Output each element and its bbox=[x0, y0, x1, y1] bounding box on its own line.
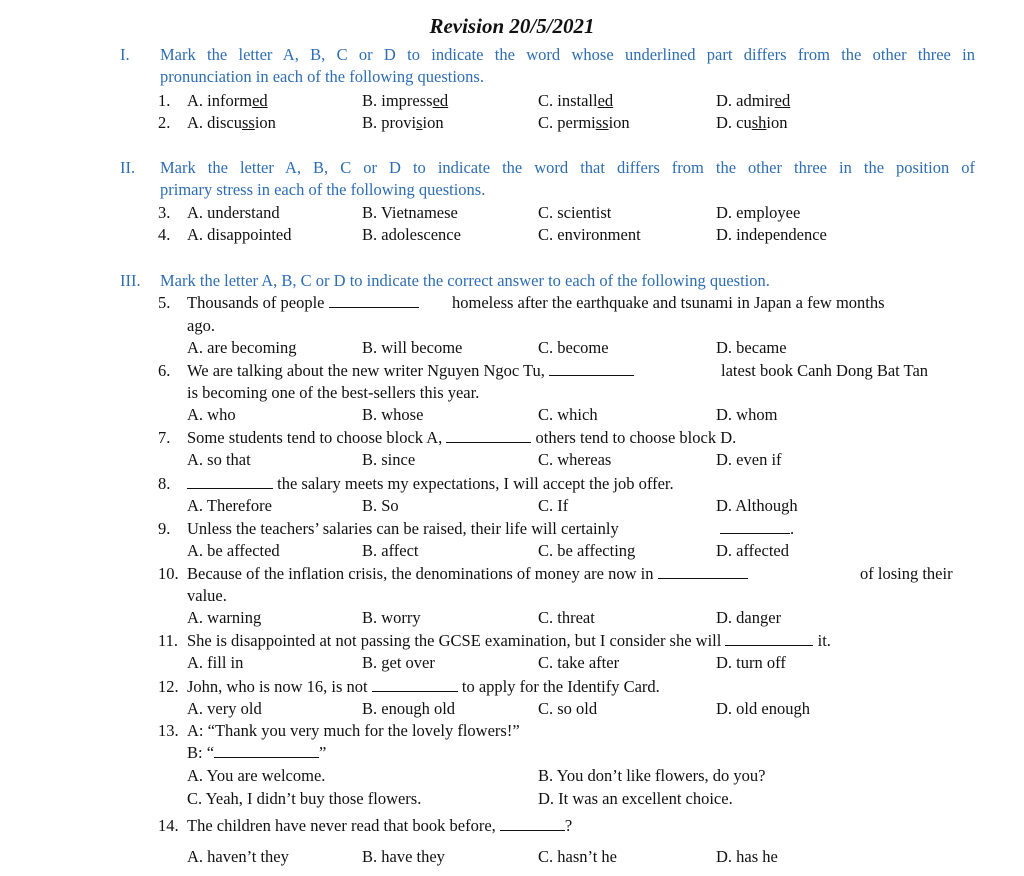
question-9-option-a: A. be affected bbox=[187, 541, 280, 560]
question-10-text-start: Because of the inflation crisis, the denominations of money are now in bbox=[187, 563, 748, 585]
question-14-option-b: B. have they bbox=[362, 847, 445, 866]
question-7-text: Some students tend to choose block A, others tend to choose block D. bbox=[187, 428, 737, 447]
question-1-option-b: B. impressed bbox=[362, 91, 449, 110]
question-10-text-wrap: value. bbox=[187, 586, 227, 605]
question-6-text-wrap: is becoming one of the best-sellers this year. bbox=[187, 383, 480, 402]
question-9-option-d: D. affected bbox=[716, 541, 789, 560]
section-1-numeral: I. bbox=[120, 45, 130, 64]
answer-blank bbox=[500, 816, 565, 831]
question-1-option-a: A. informed bbox=[187, 91, 268, 110]
question-7-number: 7. bbox=[158, 428, 171, 447]
question-8-option-b: B. So bbox=[362, 496, 399, 515]
question-12-text: John, who is now 16, is not to apply for the Identify Card. bbox=[187, 677, 660, 696]
question-6-text-end: latest book Canh Dong Bat Tan bbox=[721, 361, 929, 380]
answer-blank bbox=[658, 564, 748, 579]
question-8-option-d: D. Although bbox=[716, 496, 798, 515]
question-11-option-d: D. turn off bbox=[716, 653, 786, 672]
section-1-instruction-line-1: Mark the letter A, B, C or D to indicate the word whose underlined part differs from the other three in bbox=[160, 45, 975, 64]
question-14-option-c: C. hasn’t he bbox=[538, 847, 617, 866]
question-9-blank: . bbox=[720, 518, 794, 540]
answer-blank bbox=[187, 474, 273, 489]
answer-blank bbox=[720, 519, 790, 534]
question-5-option-d: D. became bbox=[716, 338, 787, 357]
answer-blank bbox=[214, 743, 319, 758]
question-1-number: 1. bbox=[158, 91, 171, 110]
question-3-option-b: B. Vietnamese bbox=[362, 203, 458, 222]
question-11-text: She is disappointed at not passing the GCSE examination, but I consider she will it. bbox=[187, 631, 831, 650]
question-5-option-b: B. will become bbox=[362, 338, 463, 357]
question-11-option-c: C. take after bbox=[538, 653, 620, 672]
question-10-number: 10. bbox=[158, 564, 179, 583]
question-5-option-a: A. are becoming bbox=[187, 338, 297, 357]
question-13-option-c: C. Yeah, I didn’t buy those flowers. bbox=[187, 789, 422, 808]
question-5-option-c: C. become bbox=[538, 338, 609, 357]
question-4-number: 4. bbox=[158, 225, 171, 244]
answer-blank bbox=[725, 631, 813, 646]
question-7-option-b: B. since bbox=[362, 450, 416, 469]
question-2-option-b: B. provision bbox=[362, 113, 444, 132]
question-13-text: A: “Thank you very much for the lovely flowers!” bbox=[187, 721, 520, 740]
question-12-option-d: D. old enough bbox=[716, 699, 810, 718]
question-3-option-c: C. scientist bbox=[538, 203, 612, 222]
question-6-number: 6. bbox=[158, 361, 171, 380]
section-2-instruction-line-2: primary stress in each of the following questions. bbox=[160, 180, 486, 199]
question-9-option-c: C. be affecting bbox=[538, 541, 636, 560]
question-10-option-c: C. threat bbox=[538, 608, 595, 627]
question-1-option-c: C. installed bbox=[538, 91, 614, 110]
question-13-option-d: D. It was an excellent choice. bbox=[538, 789, 733, 808]
question-12-option-b: B. enough old bbox=[362, 699, 456, 718]
question-2-number: 2. bbox=[158, 113, 171, 132]
question-12-option-a: A. very old bbox=[187, 699, 262, 718]
answer-blank bbox=[549, 361, 634, 376]
question-10-text-end: of losing their bbox=[860, 564, 953, 583]
question-8-number: 8. bbox=[158, 474, 171, 493]
question-11-option-a: A. fill in bbox=[187, 653, 244, 672]
question-9-text: Unless the teachers’ salaries can be raised, their life will certainly bbox=[187, 519, 619, 538]
question-8-text: the salary meets my expectations, I will accept the job offer. bbox=[187, 473, 674, 495]
question-6-option-a: A. who bbox=[187, 405, 236, 424]
question-2-option-c: C. permission bbox=[538, 113, 630, 132]
question-8-option-a: A. Therefore bbox=[187, 496, 272, 515]
question-10-option-b: B. worry bbox=[362, 608, 421, 627]
question-13-number: 13. bbox=[158, 721, 179, 740]
question-4-option-d: D. independence bbox=[716, 225, 827, 244]
question-1-option-d: D. admired bbox=[716, 91, 791, 110]
answer-blank bbox=[329, 293, 419, 308]
answer-blank bbox=[372, 677, 458, 692]
section-1-instruction-line-2: pronunciation in each of the following questions. bbox=[160, 67, 484, 86]
question-13-option-b: B. You don’t like flowers, do you? bbox=[538, 766, 766, 785]
question-5-text-end: homeless after the earthquake and tsunami in Japan a few months bbox=[452, 293, 885, 312]
question-13-reply: B: “ ” bbox=[187, 743, 327, 762]
question-7-option-c: C. whereas bbox=[538, 450, 612, 469]
question-5-number: 5. bbox=[158, 293, 171, 312]
question-14-option-d: D. has he bbox=[716, 847, 778, 866]
question-14-number: 14. bbox=[158, 816, 179, 835]
question-5-text-start: Thousands of people bbox=[187, 292, 419, 314]
question-6-option-c: C. which bbox=[538, 405, 598, 424]
question-4-option-b: B. adolescence bbox=[362, 225, 461, 244]
question-9-number: 9. bbox=[158, 519, 171, 538]
answer-blank bbox=[446, 428, 531, 443]
question-11-number: 11. bbox=[158, 631, 179, 650]
section-3-instruction-line-1: Mark the letter A, B, C or D to indicate the correct answer to each of the following question. bbox=[160, 271, 770, 290]
question-2-option-d: D. cushion bbox=[716, 113, 788, 132]
question-14-option-a: A. haven’t they bbox=[187, 847, 289, 866]
question-4-option-a: A. disappointed bbox=[187, 225, 292, 244]
question-11-option-b: B. get over bbox=[362, 653, 435, 672]
question-4-option-c: C. environment bbox=[538, 225, 641, 244]
section-3-numeral: III. bbox=[120, 271, 141, 290]
question-3-option-d: D. employee bbox=[716, 203, 801, 222]
question-8-option-c: C. If bbox=[538, 496, 569, 515]
question-6-option-b: B. whose bbox=[362, 405, 424, 424]
question-12-number: 12. bbox=[158, 677, 179, 696]
question-7-option-d: D. even if bbox=[716, 450, 782, 469]
question-6-option-d: D. whom bbox=[716, 405, 778, 424]
section-2-numeral: II. bbox=[120, 158, 136, 177]
question-2-option-a: A. discussion bbox=[187, 113, 276, 132]
question-3-number: 3. bbox=[158, 203, 171, 222]
question-14-text: The children have never read that book before, ? bbox=[187, 816, 573, 835]
question-3-option-a: A. understand bbox=[187, 203, 280, 222]
page-title: Revision 20/5/2021 bbox=[429, 14, 595, 38]
question-5-text-wrap: ago. bbox=[187, 316, 215, 335]
question-12-option-c: C. so old bbox=[538, 699, 598, 718]
section-2-instruction-line-1: Mark the letter A, B, C or D to indicate the word that differs from the other three in the position of bbox=[160, 158, 975, 177]
question-6-text-start: We are talking about the new writer Nguyen Ngoc Tu, bbox=[187, 360, 634, 382]
question-10-option-a: A. warning bbox=[187, 608, 262, 627]
question-10-option-d: D. danger bbox=[716, 608, 782, 627]
question-13-option-a: A. You are welcome. bbox=[187, 766, 326, 785]
question-9-option-b: B. affect bbox=[362, 541, 419, 560]
question-7-option-a: A. so that bbox=[187, 450, 251, 469]
